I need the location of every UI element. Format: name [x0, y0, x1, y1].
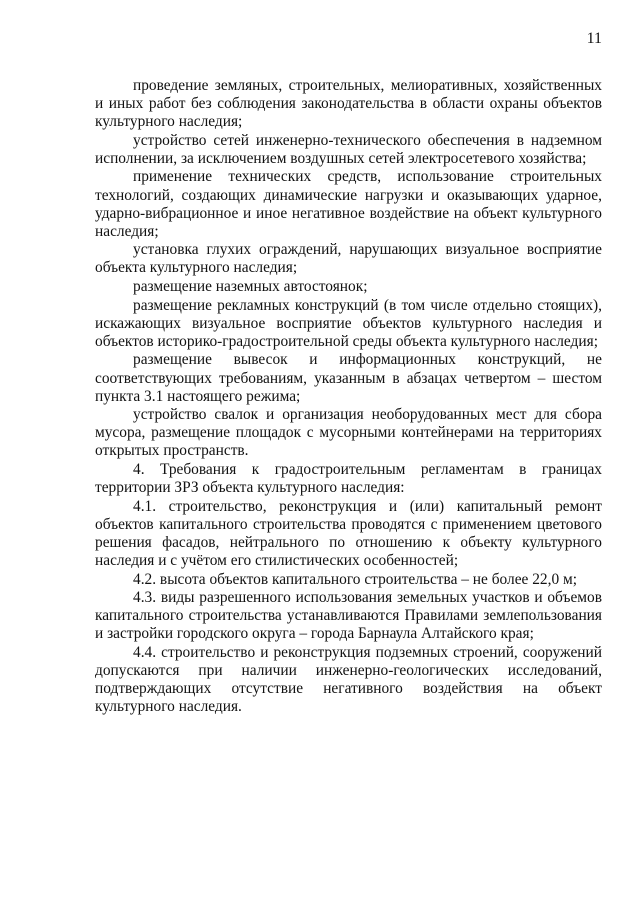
document-body	[95, 77, 602, 717]
paragraph: проведение земляных, строительных, мелиоративных, хозяйственных и иных работ без соблюдения законодательства в области охраны объектов культурного наследия;	[95, 77, 602, 131]
paragraph: устройство сетей инженерно-технического обеспечения в надземном исполнении, за исключением воздушных сетей электросетевого хозяйства;	[95, 131, 602, 167]
paragraph: 4.2. высота объектов капитального строительства – не более 22,0 м;	[133, 570, 578, 588]
paragraph: размещение вывесок и информационных конструкций, не соответствующих требованиям, указанным в абзацах четвертом – шестом пункта 3.1 настоящего режима;	[95, 351, 602, 405]
paragraph: размещение наземных автостоянок;	[133, 278, 368, 296]
paragraph: 4.3. виды разрешенного использования земельных участков и объемов капитального строительства устанавливаются Правилами землепользования и застройки городского округа – города Барнаула Алтайского края;	[95, 589, 602, 643]
paragraph: 4.1. строительство, реконструкция и (или) капитальный ремонт объектов капитального строительства проводятся с применением цветового решения фасадов, нейтрального по отношению к объекту культурного наследия и с учётом его стилистических особенностей;	[95, 497, 602, 569]
paragraph: устройство свалок и организация необорудованных мест для сбора мусора, размещение площадок с мусорными контейнерами на территориях открытых пространств.	[95, 406, 602, 460]
section-heading: 4. Требования к градостроительным регламентам в границах территории ЗРЗ объекта культурного наследия:	[95, 460, 602, 497]
paragraph: размещение рекламных конструкций (в том числе отдельно стоящих), искажающих визуальное восприятие объектов культурного наследия и объектов историко-градостроительной среды объекта культурного наследия;	[95, 296, 602, 350]
paragraph: применение технических средств, использование строительных технологий, создающих динамические нагрузки и оказывающих ударное, ударно-вибрационное и иное негативное воздействие на объект культурного наследия;	[95, 168, 602, 240]
paragraph: 4.4. строительство и реконструкция подземных строений, сооружений допускаются при наличии инженерно-геологических исследований, подтверждающих отсутствие негативного воздействия на объект культурного наследия.	[95, 643, 602, 716]
page-number: 11	[586, 30, 602, 47]
paragraph: установка глухих ограждений, нарушающих визуальное восприятие объекта культурного наследия;	[95, 241, 602, 277]
